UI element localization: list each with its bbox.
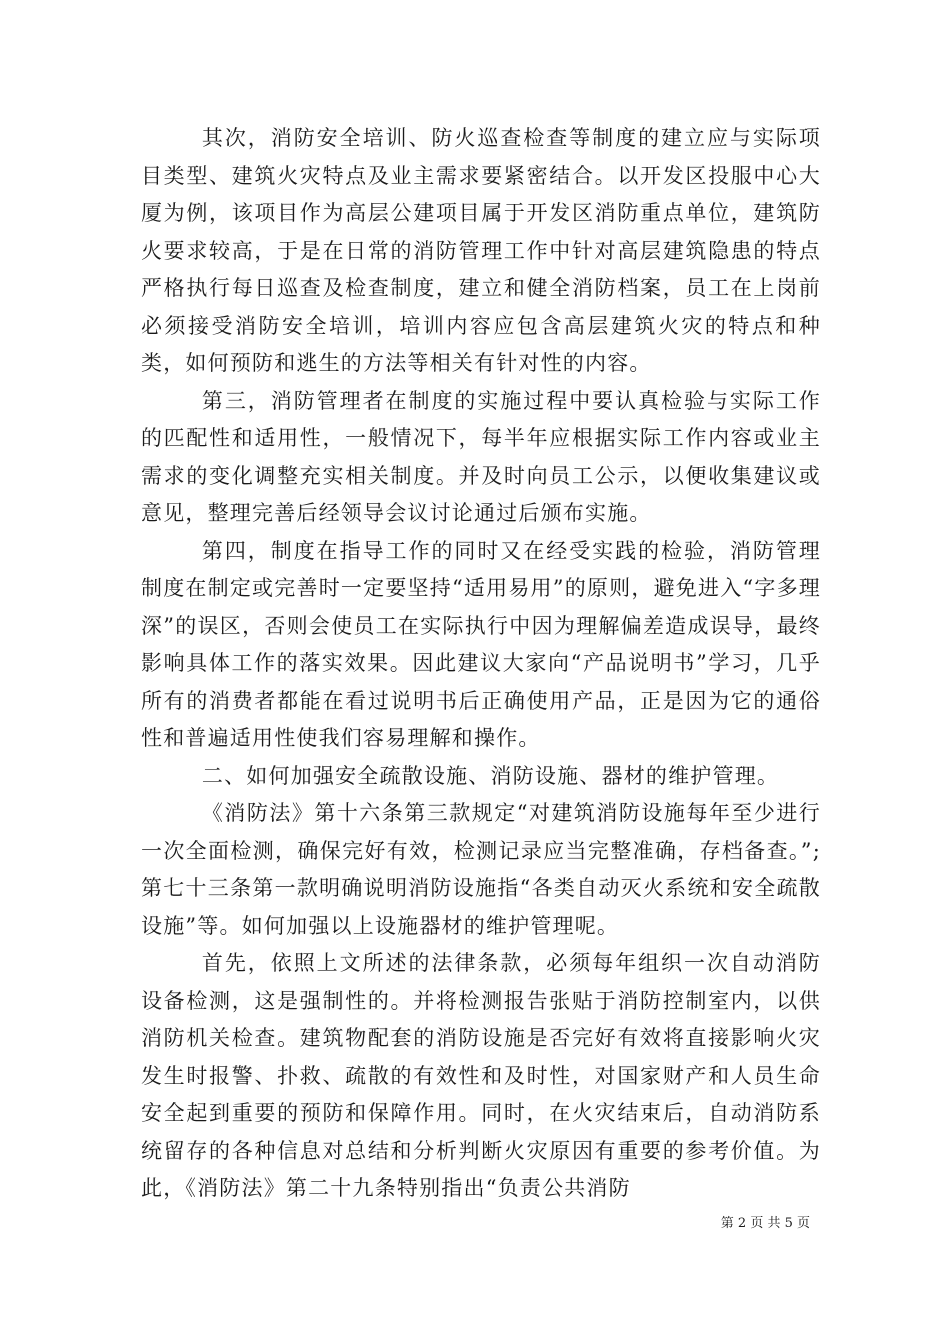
paragraph-training: 其次，消防安全培训、防火巡查检查等制度的建立应与实际项目类型、建筑火灾特点及业主需求要紧密结合。以开发区投服中心大厦为例，该项目作为高层公建项目属于开发区消防重点单位，建筑防火要求较高，于是在日常的消防管理工作中针对高层建筑隐患的特点严格执行每日巡查及检查制度，建立和健全消防档案，员工在上岗前必须接受消防安全培训，培训内容应包含高层建筑火灾的特点和种类，如何预防和逃生的方法等相关有针对性的内容。 bbox=[141, 126, 821, 375]
paragraph-first: 首先，依照上文所述的法律条款，必须每年组织一次自动消防设备检测，这是强制性的。并将检测报告张贴于消防控制室内，以供消防机关检查。建筑物配套的消防设施是否完好有效将直接影响火灾发生时报警、扑救、疏散的有效性和及时性，对国家财产和人员生命安全起到重要的预防和保障作用。同时，在火灾结束后，自动消防系统留存的各种信息对总结和分析判断火灾原因有重要的参考价值。为此，《消防法》第二十九条特别指出“负责公共消防 bbox=[141, 951, 821, 1200]
section-heading-two: 二、如何加强安全疏散设施、消防设施、器材的维护管理。 bbox=[201, 763, 780, 788]
paragraph-third: 第三，消防管理者在制度的实施过程中要认真检验与实际工作的匹配性和适用性，一般情况下，每半年应根据实际工作内容或业主需求的变化调整充实相关制度。并及时向员工公示，以便收集建议或意见，整理完善后经领导会议讨论通过后颁布实施。 bbox=[141, 388, 821, 525]
document-body bbox=[141, 120, 821, 1208]
paragraph-fourth: 第四，制度在指导工作的同时又在经受实践的检验，消防管理制度在制定或完善时一定要坚持“适用易用”的原则，避免进入“字多理深”的误区，否则会使员工在实际执行中因为理解偏差造成误导，最终影响具体工作的落实效果。因此建议大家向“产品说明书”学习，几乎所有的消费者都能在看过说明书后正确使用产品，正是因为它的通俗性和普遍适用性使我们容易理解和操作。 bbox=[141, 538, 821, 750]
paragraph-fire-law: 《消防法》第十六条第三款规定“对建筑消防设施每年至少进行一次全面检测，确保完好有效，检测记录应当完整准确，存档备查。”;第七十三条第一款明确说明消防设施指“各类自动灭火系统和安全疏散设施”等。如何加强以上设施器材的维护管理呢。 bbox=[141, 801, 821, 938]
page-number-footer: 第 2 页 共 5 页 bbox=[720, 1216, 810, 1231]
